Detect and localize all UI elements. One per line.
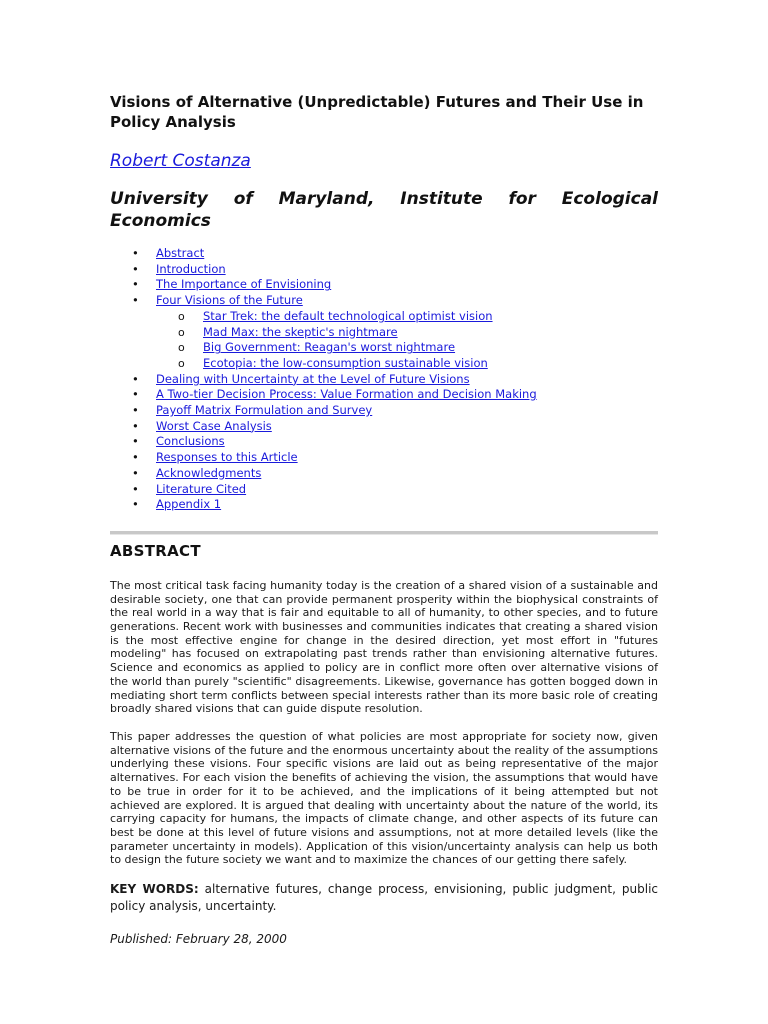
keywords [110, 881, 658, 915]
bullet-icon: • [132, 293, 139, 308]
toc-link-dealing-with-uncertainty[interactable]: Dealing with Uncertainty at the Level of Future Visions [156, 371, 470, 386]
toc-item-abstract [110, 246, 658, 262]
toc-subitem-big-government [156, 340, 658, 356]
toc-link-worst-case[interactable]: Worst Case Analysis [156, 418, 272, 433]
toc-link-appendix-1[interactable]: Appendix 1 [156, 497, 222, 512]
toc-sublist [156, 309, 658, 372]
article-title: Visions of Alternative (Unpredictable) Futures and Their Use in Policy Analysis [110, 93, 644, 131]
bullet-icon: • [132, 261, 139, 276]
toc-item-dealing-with-uncertainty [110, 372, 658, 388]
toc-link-big-government[interactable]: Big Government: Reagan's worst nightmare [203, 340, 456, 355]
published-date: Published: February 28, 2000 [110, 932, 287, 947]
toc-subitem-star-trek [156, 309, 658, 325]
toc-link-introduction[interactable]: Introduction [156, 261, 226, 276]
toc-link-conclusions[interactable]: Conclusions [156, 434, 225, 449]
bullet-icon: • [132, 434, 139, 449]
toc-subitem-ecotopia [156, 356, 658, 372]
circle-bullet-icon: o [178, 325, 185, 339]
abstract-paragraph-2: This paper addresses the question of what policies are most appropriate for society now, given alternative visions of the future and the enormous uncertainty about the reality of the assumptions underlying these visions. Four specific visions are laid out as being representative of the major alternatives. For each vision the benefits of achieving the vision, the assumptions that would have to be true in order for it to be achieved, and the implications of it being attempted but not achieved are explored. It is argued that dealing with uncertainty about the nature of the world, its carrying capacity for humans, the impacts of climate change, and other aspects of its future can best be done at this level of future visions and assumptions, not at more detailed levels (like the parameter uncertainty in models). Application of this vision/uncertainty analysis can help us both to design the future society we want and to maximize the chances of our getting there safely. [110, 729, 658, 867]
bullet-icon: • [132, 418, 139, 433]
toc-link-four-visions[interactable]: Four Visions of the Future [156, 293, 303, 308]
table-of-contents [110, 246, 658, 513]
bullet-icon: • [132, 481, 139, 496]
toc-item-importance-of-envisioning [110, 277, 658, 293]
circle-bullet-icon: o [178, 341, 185, 355]
toc-link-star-trek[interactable]: Star Trek: the default technological optimist vision [203, 308, 493, 323]
toc-item-appendix-1 [110, 497, 658, 513]
abstract-heading: ABSTRACT [110, 541, 201, 560]
toc-item-four-visions [110, 293, 658, 372]
toc-link-literature-cited[interactable]: Literature Cited [156, 481, 247, 496]
author-link[interactable]: Robert Costanza [110, 151, 251, 171]
toc-item-payoff-matrix [110, 403, 658, 419]
toc-link-payoff-matrix[interactable]: Payoff Matrix Formulation and Survey [156, 403, 373, 418]
toc-link-acknowledgments[interactable]: Acknowledgments [156, 465, 262, 480]
circle-bullet-icon: o [178, 356, 185, 370]
toc-item-literature-cited [110, 482, 658, 498]
bullet-icon: • [132, 246, 139, 260]
toc-item-two-tier-decision [110, 387, 658, 403]
toc-item-conclusions [110, 434, 658, 450]
toc-item-introduction [110, 262, 658, 278]
toc-link-two-tier-decision[interactable]: A Two-tier Decision Process: Value Formation and Decision Making [156, 387, 537, 402]
bullet-icon: • [132, 387, 139, 402]
circle-bullet-icon: o [178, 309, 185, 323]
bullet-icon: • [132, 450, 139, 465]
bullet-icon: • [132, 277, 139, 292]
keywords-text: alternative futures, change process, envisioning, public judgment, public policy analysis, uncertainty. [110, 882, 658, 914]
author-affiliation: University of Maryland, Institute for Ecological Economics [110, 189, 658, 231]
article-page [110, 92, 658, 948]
abstract-paragraph-1: The most critical task facing humanity today is the creation of a shared vision of a sustainable and desirable society, one that can provide permanent prosperity within the biophysical constraints of the real world in a way that is fair and equitable to all of humanity, to other species, and to future generations. Recent work with businesses and communities indicates that creating a shared vision is the most effective engine for change in the desired direction, yet most effort in "futures modeling" has focused on extrapolating past trends rather than envisioning alternative futures. Science and economics as applied to policy are in conflict more often over alternative visions of the world than purely "scientific" disagreements. Likewise, governance has gotten bogged down in mediating short term conflicts between special interests rather than its more basic role of creating broadly shared visions that can guide dispute resolution. [110, 578, 658, 716]
keywords-label: KEY WORDS: [110, 882, 199, 897]
toc-item-acknowledgments [110, 466, 658, 482]
toc-link-mad-max[interactable]: Mad Max: the skeptic's nightmare [203, 324, 398, 339]
toc-link-ecotopia[interactable]: Ecotopia: the low-consumption sustainable vision [203, 355, 488, 370]
bullet-icon: • [132, 371, 139, 386]
toc-link-importance-of-envisioning[interactable]: The Importance of Envisioning [156, 277, 332, 292]
bullet-icon: • [132, 465, 139, 480]
toc-link-responses[interactable]: Responses to this Article [156, 450, 298, 465]
bullet-icon: • [132, 403, 139, 418]
bullet-icon: • [132, 497, 139, 512]
toc-item-worst-case [110, 419, 658, 435]
toc-link-abstract[interactable]: Abstract [156, 246, 205, 260]
section-divider [110, 531, 658, 535]
toc-item-responses [110, 450, 658, 466]
toc-subitem-mad-max [156, 325, 658, 341]
